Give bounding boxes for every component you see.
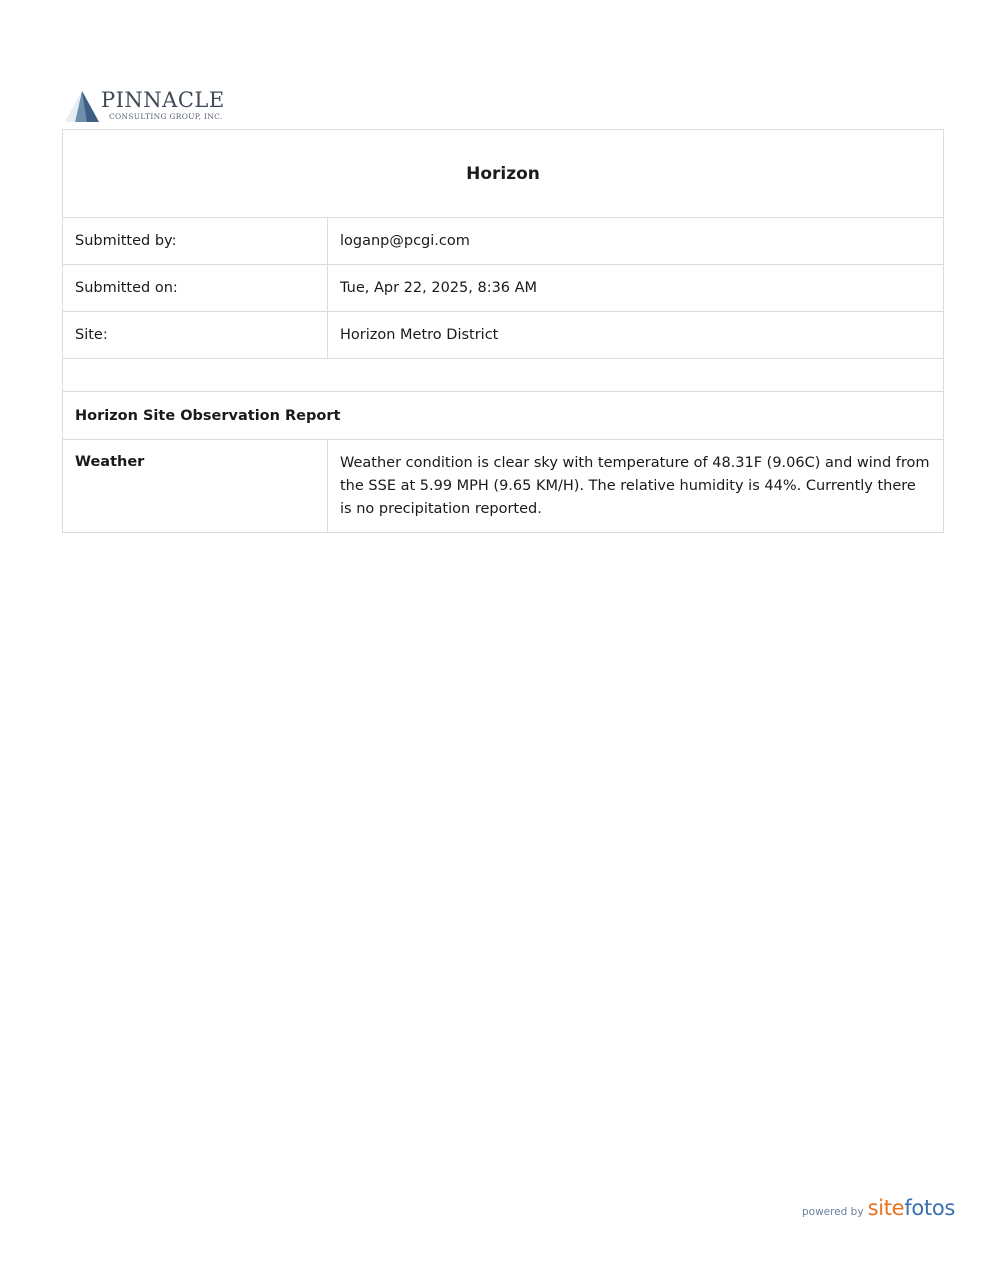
powered-by-footer [802, 1196, 955, 1220]
field-label: Submitted by: [63, 218, 328, 264]
brand-site-text: site [867, 1196, 905, 1220]
field-value-email: loganp@pcgi.com [340, 233, 470, 249]
field-value-site: Horizon Metro District [340, 327, 499, 343]
brand-fotos-text: fotos [904, 1196, 956, 1220]
weather-value: Weather condition is clear sky with temperature of 48.31F (9.06C) and wind from the SSE at 5.99 MPH (9.65 KM/H). The relative humidity is 44%. Currently there is no precipitation reported. [340, 455, 930, 517]
logo-name: PINNACLE [101, 88, 225, 112]
field-value-date: Tue, Apr 22, 2025, 8:36 AM [340, 280, 538, 296]
section-header-row [63, 391, 943, 439]
sitefotos-logo [868, 1196, 956, 1220]
report-title-row [63, 130, 943, 217]
field-row-site [63, 311, 943, 358]
report-title: Horizon [466, 163, 540, 184]
powered-by-text: powered by [802, 1206, 864, 1218]
field-row-submitted-on [63, 264, 943, 311]
pyramid-logo-icon [63, 89, 101, 123]
field-row-submitted-by [63, 217, 943, 264]
field-label: Site: [63, 312, 328, 358]
company-logo [63, 88, 223, 126]
field-label: Submitted on: [63, 265, 328, 311]
spacer-row [63, 358, 943, 391]
report-table [62, 129, 944, 533]
weather-label: Weather [63, 440, 328, 532]
logo-subtitle: CONSULTING GROUP, INC. [109, 112, 223, 121]
weather-row [63, 439, 943, 532]
section-title: Horizon Site Observation Report [75, 407, 341, 424]
